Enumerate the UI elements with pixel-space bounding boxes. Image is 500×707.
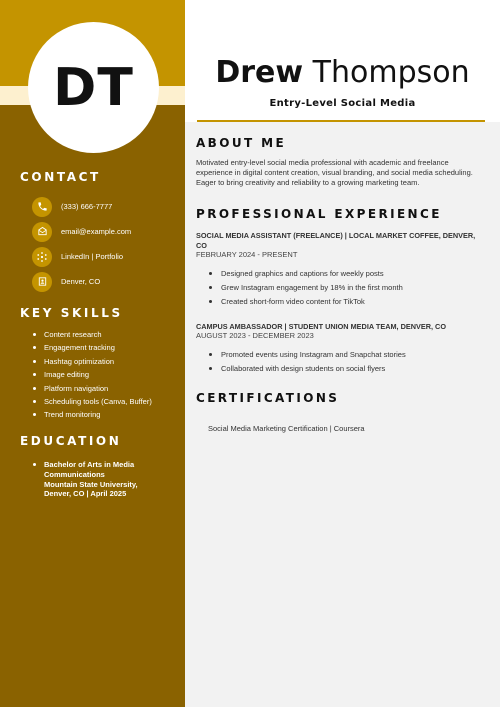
contact-item-location [32, 269, 182, 294]
contact-location-text: Denver, CO [61, 277, 101, 286]
candidate-name [185, 55, 500, 91]
email-icon [32, 222, 52, 242]
job-bullets-1 [208, 269, 488, 311]
contact-email-text[interactable]: email@example.com [61, 227, 132, 236]
contact-phone-text: (333) 666-7777 [61, 202, 113, 211]
job-bullets-2 [208, 350, 488, 378]
skills-heading: KEY SKILLS [20, 306, 123, 320]
job-date-1: FEBRUARY 2024 - PRESENT [196, 250, 298, 259]
education-list [32, 460, 182, 499]
list-item: Scheduling tools (Canva, Buffer) [32, 397, 182, 410]
first-name: Drew [215, 55, 304, 90]
list-item: Created short-form video content for TikTok [208, 297, 488, 311]
education-heading: EDUCATION [20, 434, 122, 448]
list-item [32, 460, 182, 499]
contact-item-phone [32, 194, 182, 219]
job-title-1: SOCIAL MEDIA ASSISTANT (FREELANCE) | LOCAL MARKET COFFEE, DENVER, CO [196, 231, 476, 250]
monogram-initials: DT [53, 57, 134, 118]
list-item: Collaborated with design students on social flyers [208, 364, 488, 378]
contact-item-links[interactable] [32, 244, 182, 269]
skills-list [32, 330, 182, 424]
list-item: Promoted events using Instagram and Snapchat stories [208, 350, 488, 364]
contact-heading: CONTACT [20, 170, 101, 184]
school-line-2: Denver, CO | April 2025 [44, 489, 127, 499]
link-icon [32, 247, 52, 267]
list-item: Engagement tracking [32, 343, 182, 356]
phone-icon [32, 197, 52, 217]
job-title-2: CAMPUS AMBASSADOR | STUDENT UNION MEDIA TEAM, DENVER, CO [196, 322, 447, 331]
monogram-circle [28, 22, 159, 153]
list-item: Grew Instagram engagement by 18% in the first month [208, 283, 488, 297]
experience-heading: PROFESSIONAL EXPERIENCE [196, 207, 442, 221]
list-item: Content research [32, 330, 182, 343]
contact-item-email[interactable] [32, 219, 182, 244]
degree-line-1: Bachelor of Arts in Media [44, 460, 135, 469]
list-item: Designed graphics and captions for weekly posts [208, 269, 488, 283]
list-item: Trend monitoring [32, 410, 182, 423]
school-line-1: Mountain State University, [44, 479, 138, 489]
last-name: Thompson [312, 55, 470, 90]
list-item: Hashtag optimization [32, 357, 182, 370]
degree-line-2: Communications [44, 469, 105, 479]
list-item: Platform navigation [32, 384, 182, 397]
certification-item: Social Media Marketing Certification | Coursera [208, 424, 365, 433]
job-date-2: AUGUST 2023 - DECEMBER 2023 [196, 331, 314, 340]
about-text: Motivated entry-level social media professional with academic and freelance experience in digital content creation, visual branding, and social media scheduling. Eager to bring creativity and reliability to a growing marketing team. [196, 158, 473, 187]
job-subtitle: Entry-Level Social Media [269, 98, 416, 109]
location-icon [32, 272, 52, 292]
about-heading: ABOUT ME [196, 136, 287, 150]
certifications-heading: CERTIFICATIONS [196, 391, 340, 405]
contact-list [32, 194, 182, 294]
list-item: Image editing [32, 370, 182, 383]
contact-links-text[interactable]: LinkedIn | Portfolio [61, 252, 123, 261]
